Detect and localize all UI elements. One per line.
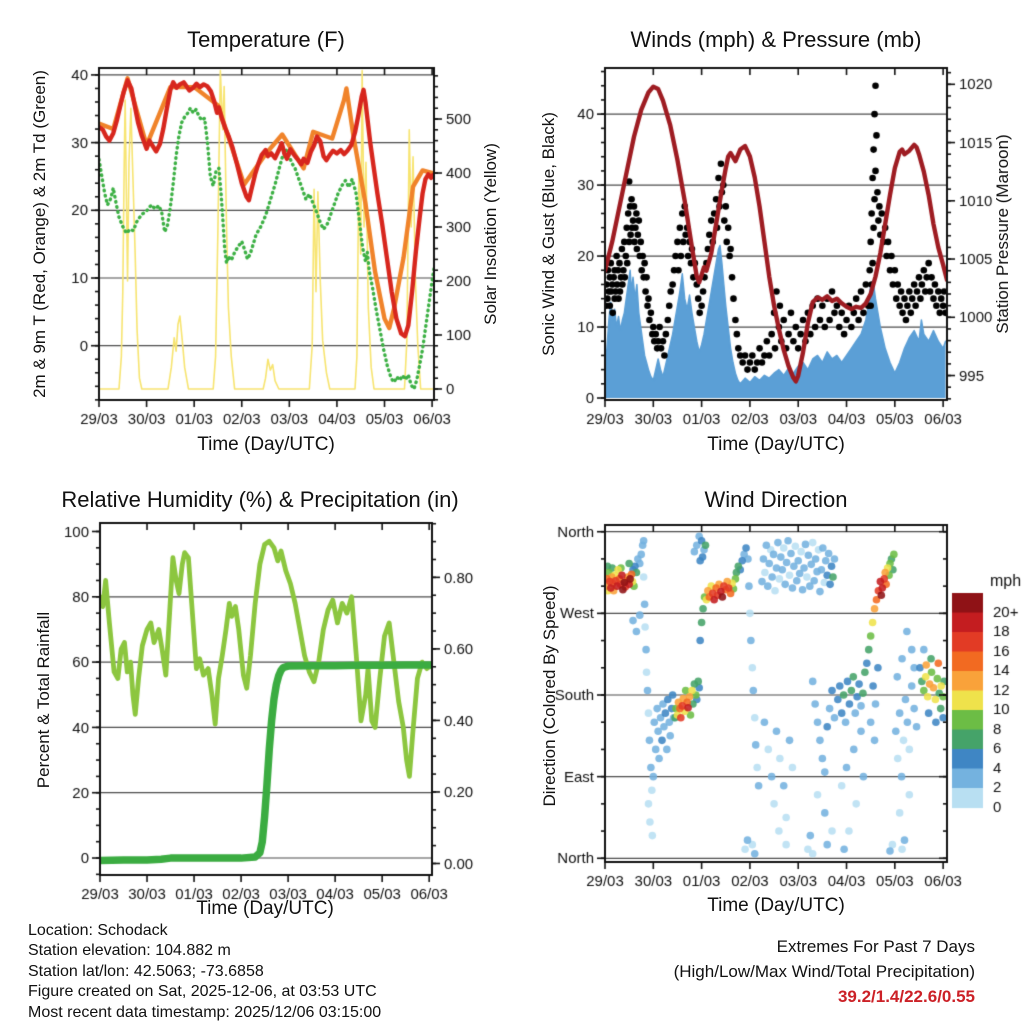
winds-chart-title: Winds (mph) & Pressure (mb) [630,27,922,52]
temperature-yaxis-right-label: Solar Insolation (Yellow) [481,143,500,325]
winds-pressure-chart-canvas [512,0,1024,480]
temperature-chart-title: Temperature (F) [187,27,345,52]
humidity-chart-title: Relative Humidity (%) & Precipitation (in) [61,487,459,512]
station-info-block [28,921,381,1023]
most-recent-data-timestamp: Most recent data timestamp: 2025/12/06 03:15:00 [28,1003,382,1021]
temperature-xaxis-label: Time (Day/UTC) [197,434,335,455]
humidity-yaxis-left-label: Percent & Total Rainfall [34,611,53,789]
temperature-yaxis-left-label: 2m & 9m T (Red, Orange) & 2m Td (Green) [30,70,49,398]
temperature-chart-canvas [0,0,512,480]
extremes-title: Extremes For Past 7 Days [776,937,975,956]
extremes-block [562,934,975,1009]
wind-direction-chart-canvas [512,480,1024,950]
station-location: Location: Schodack [28,922,168,939]
figure-created-timestamp: Figure created on Sat, 2025-12-06, at 03:53 UTC [28,983,377,1001]
wind-direction-yaxis-left-label: Direction (Colored By Speed) [540,585,559,807]
humidity-precip-chart-canvas [0,480,512,950]
station-latlon: Station lat/lon: 42.5063; -73.6858 [28,962,264,980]
wind-direction-xaxis-label: Time (Day/UTC) [707,895,845,916]
station-elevation: Station elevation: 104.882 m [28,942,231,960]
winds-yaxis-right-label: Station Pressure (Maroon) [993,134,1012,334]
winds-yaxis-left-label: Sonic Wind & Gust (Blue, Black) [539,112,558,356]
wind-direction-chart-title: Wind Direction [704,487,848,512]
extremes-subtitle: (High/Low/Max Wind/Total Precipitation) [673,962,975,981]
humidity-xaxis-label: Time (Day/UTC) [196,898,334,919]
extremes-values: 39.2/1.4/22.6/0.55 [837,987,975,1006]
winds-xaxis-label: Time (Day/UTC) [707,434,845,455]
